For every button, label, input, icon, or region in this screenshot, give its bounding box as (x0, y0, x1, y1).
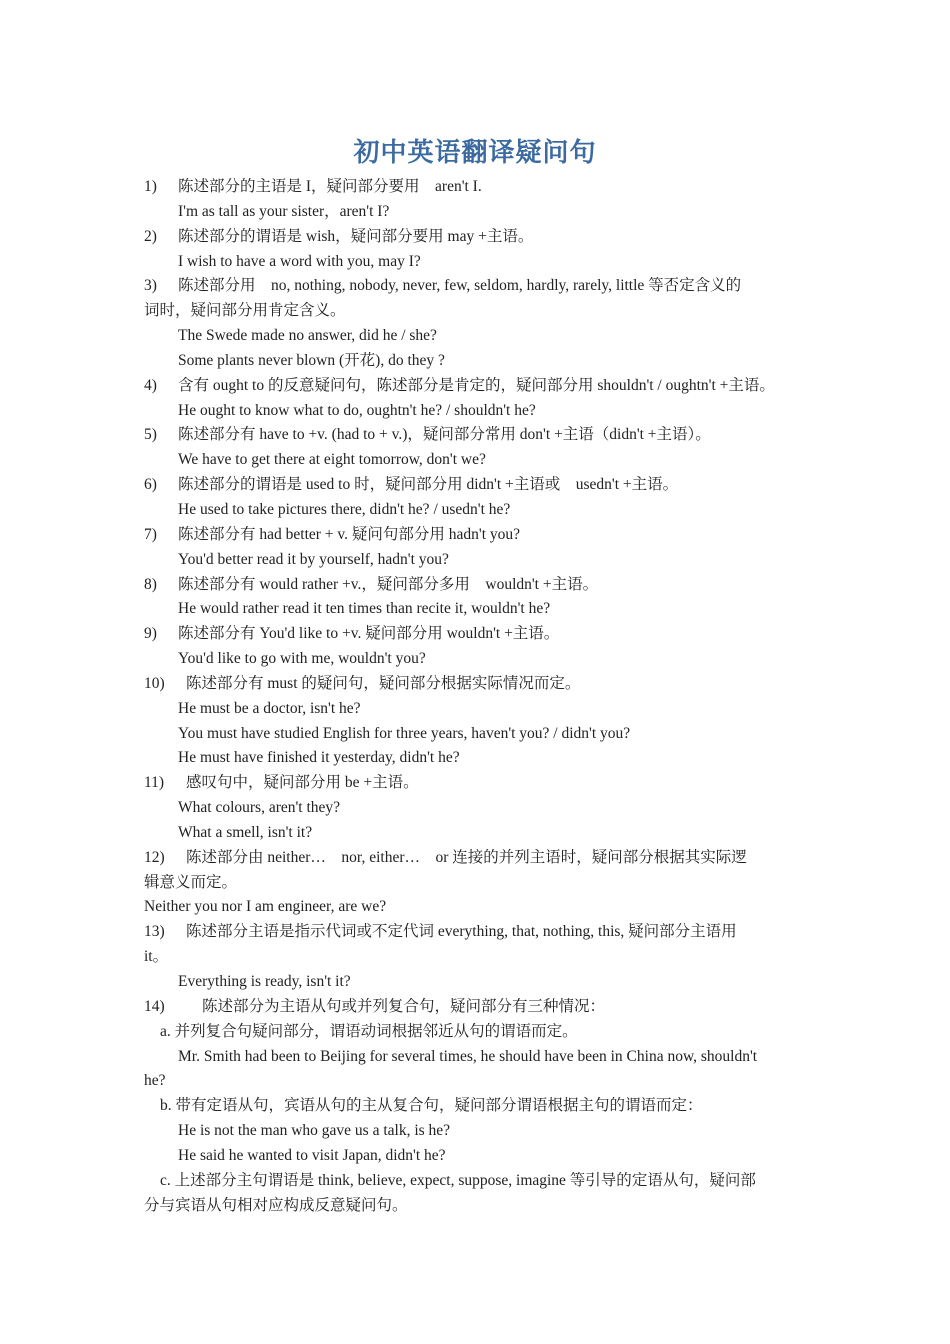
rule-line (144, 374, 824, 399)
rule-line (144, 423, 824, 448)
rule-number: 14) (144, 997, 165, 1015)
rule-text: 陈述部分主语是指示代词或不定代词 everything, that, nothing, this, 疑问部分主语用 (186, 923, 737, 941)
rule-number: 7) (144, 525, 157, 543)
rule-number: 1) (144, 178, 157, 195)
document-body (144, 175, 824, 1218)
rule-number: 12) (144, 848, 165, 866)
continuation-line: he? (144, 1072, 166, 1090)
example-line: You'd better read it by yourself, hadn't you? (178, 550, 449, 568)
example-line: He ought to know what to do, oughtn't he? / shouldn't he? (178, 401, 536, 419)
rule-line (144, 274, 824, 299)
example-line: Everything is ready, isn't it? (178, 973, 351, 990)
rule-text: 含有 ought to 的反意疑问句，陈述部分是肯定的，疑问部分用 shouldn't / oughtn't +主语。 (178, 376, 775, 394)
example-line: The Swede made no answer, did he / she? (178, 327, 437, 345)
sub-rule-line: b. 带有定语从句，宾语从句的主从复合句，疑问部分谓语根据主句的谓语而定： (160, 1097, 703, 1115)
rule-number: 11) (144, 774, 165, 792)
rule-number: 13) (144, 923, 165, 941)
rule-line (144, 846, 824, 871)
rule-number: 8) (144, 575, 157, 593)
rule-text: 陈述部分的主语是 I，疑问部分要用 aren't I. (178, 178, 482, 195)
example-line: He must have finished it yesterday, didn't he? (178, 749, 460, 767)
rule-text: 陈述部分有 You'd like to +v. 疑问部分用 wouldn't +主语。 (178, 625, 560, 643)
rule-text: 陈述部分由 neither… nor, either… or 连接的并列主语时，疑问部分根据其实际逻 (186, 848, 747, 866)
rule-text: 感叹句中，疑问部分用 be +主语。 (186, 774, 419, 792)
rule-line (144, 225, 824, 250)
example-line: He said he wanted to visit Japan, didn't he? (178, 1146, 446, 1164)
rule-line (144, 920, 824, 945)
example-line: What a smell, isn't it? (178, 823, 313, 841)
continuation-line: 辑意义而定。 (144, 873, 238, 891)
rule-number: 2) (144, 227, 157, 245)
example-line: He used to take pictures there, didn't he? / usedn't he? (178, 500, 511, 518)
example-line: Mr. Smith had been to Beijing for several times, he should have been in China now, shouldn't (178, 1047, 758, 1065)
rule-text: 陈述部分有 would rather +v.，疑问部分多用 wouldn't +主语。 (178, 575, 599, 593)
rule-text: 陈述部分的谓语是 used to 时，疑问部分用 didn't +主语或 usedn't +主语。 (178, 476, 679, 494)
rule-line (144, 771, 824, 796)
example-line: You must have studied English for three years, haven't you? / didn't you? (178, 724, 631, 742)
rule-text: 陈述部分有 must 的疑问句，疑问部分根据实际情况而定。 (186, 674, 581, 692)
example-line: What colours, aren't they? (178, 799, 341, 817)
rule-line (144, 573, 824, 598)
rule-line (144, 523, 824, 548)
rule-line (144, 995, 824, 1020)
document-title: 初中英语翻译疑问句 (353, 138, 597, 168)
example-line: He would rather read it ten times than recite it, wouldn't he? (178, 600, 551, 618)
rule-text: 陈述部分有 had better + v. 疑问句部分用 hadn't you? (178, 525, 521, 543)
example-line: Some plants never blown (开花), do they ? (178, 351, 445, 369)
rule-number: 3) (144, 277, 157, 295)
example-line: He must be a doctor, isn't he? (178, 699, 361, 717)
rule-text: 陈述部分为主语从句或并列复合句，疑问部分有三种情况： (202, 997, 606, 1015)
rule-number: 9) (144, 625, 157, 643)
rule-text: 陈述部分的谓语是 wish，疑问部分要用 may +主语。 (178, 227, 534, 245)
rule-text: 陈述部分用 no, nothing, nobody, never, few, seldom, hardly, rarely, little 等否定含义的 (178, 277, 742, 295)
rule-number: 5) (144, 426, 157, 444)
rule-number: 4) (144, 376, 157, 394)
rule-line (144, 672, 824, 697)
rule-number: 6) (144, 476, 157, 494)
example-line: I wish to have a word with you, may I? (178, 252, 421, 270)
rule-line (144, 622, 824, 647)
example-line: I'm as tall as your sister，aren't I? (178, 202, 390, 220)
example-line: You'd like to go with me, wouldn't you? (178, 650, 426, 668)
sub-rule-line: a. 并列复合句疑问部分，谓语动词根据邻近从句的谓语而定。 (160, 1022, 578, 1040)
rule-number: 10) (144, 674, 165, 692)
rule-line (144, 473, 824, 498)
rule-line (144, 175, 824, 200)
example-line: Neither you nor I am engineer, are we? (144, 898, 387, 916)
continuation-line: 分与宾语从句相对应构成反意疑问句。 (144, 1196, 408, 1214)
sub-rule-line: c. 上述部分主句谓语是 think, believe, expect, suppose, imagine 等引导的定语从句，疑问部 (160, 1171, 756, 1189)
continuation-line: it。 (144, 948, 169, 966)
example-line: We have to get there at eight tomorrow, don't we? (178, 451, 486, 469)
example-line: He is not the man who gave us a talk, is he? (178, 1122, 451, 1140)
rule-text: 陈述部分有 have to +v. (had to + v.)，疑问部分常用 don't +主语（didn't +主语）。 (178, 426, 711, 444)
continuation-line: 词时，疑问部分用肯定含义。 (144, 302, 346, 320)
